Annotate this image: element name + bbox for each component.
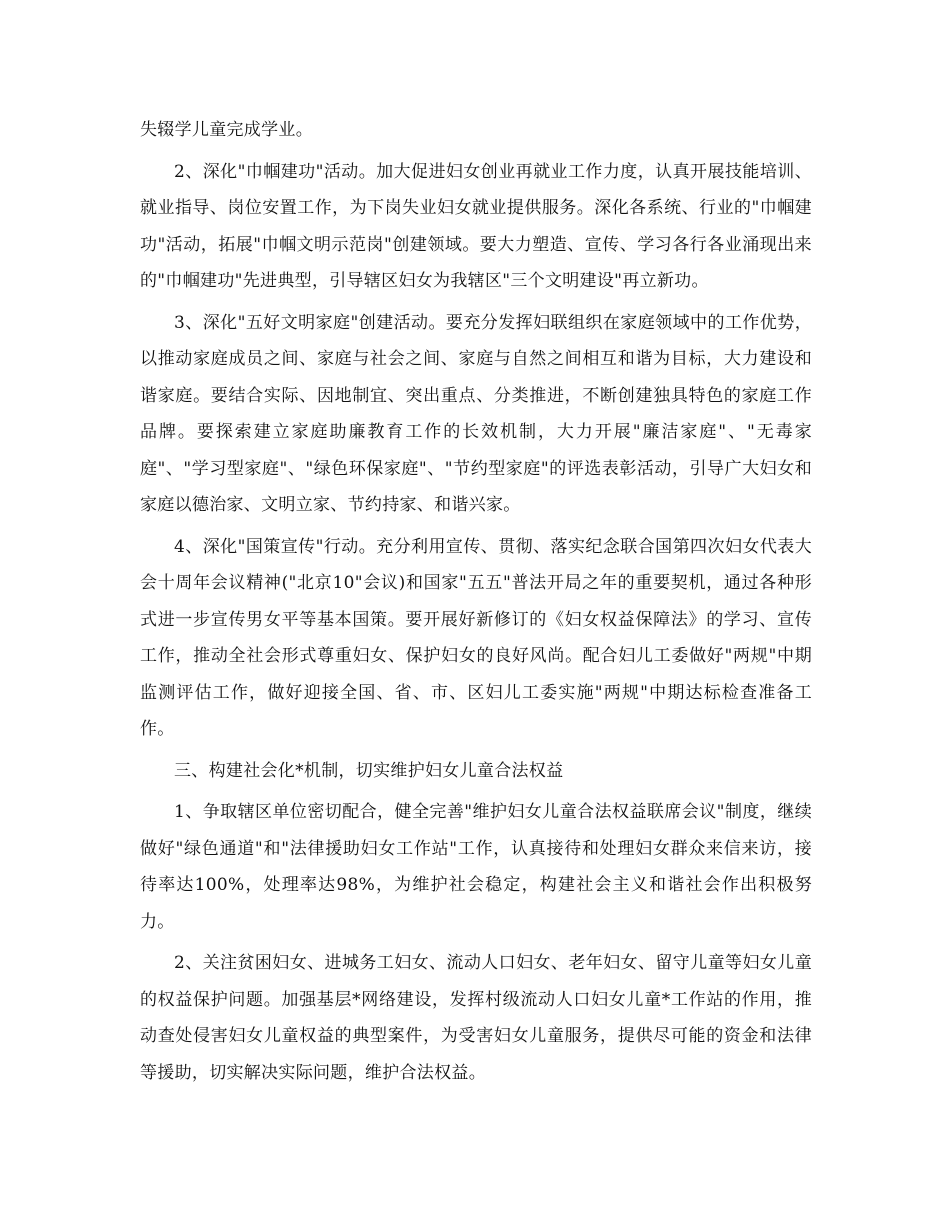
paragraph-item-2-women-achievement: 2、深化"巾帼建功"活动。加大促进妇女创业再就业工作力度，认真开展技能培训、就业指导、岗位安置工作，为下岗失业妇女就业提供服务。深化各系统、行业的"巾帼建功"活动，拓展"巾帼文明示范岗"创建领域。要大力塑造、宣传、学习各行各业涌现出来的"巾帼建功"先进典型，引导辖区妇女为我辖区"三个文明建设"再立新功。 xyxy=(140,161,812,291)
paragraph-item-2-rights-protection: 2、关注贫困妇女、进城务工妇女、流动人口妇女、老年妇女、留守儿童等妇女儿童的权益保护问题。加强基层*网络建设，发挥村级流动人口妇女儿童*工作站的作用，推动查处侵害妇女儿童权益的典型案件，为受害妇女儿童服务，提供尽可能的资金和法律等援助，切实解决实际问题，维护合法权益。 xyxy=(140,953,812,1083)
paragraph-item-4-policy-publicity: 4、深化"国策宣传"行动。充分利用宣传、贯彻、落实纪念联合国第四次妇女代表大会十周年会议精神("北京10"会议)和国家"五五"普法开局之年的重要契机，通过各种形式进一步宣传男女平等基本国策。要开展好新修订的《妇女权益保障法》的学习、宣传工作，推动全社会形式尊重妇女、保护妇女的良好风尚。配合妇儿工委做好"两规"中期监测评估工作，做好迎接全国、省、市、区妇儿工委实施"两规"中期达标检查准备工作。 xyxy=(140,536,812,739)
paragraph-continuation: 失辍学儿童完成学业。 xyxy=(140,120,313,140)
section-heading-three: 三、构建社会化*机制，切实维护妇女儿童合法权益 xyxy=(174,760,564,781)
paragraph-item-1-joint-meeting: 1、争取辖区单位密切配合，健全完善"维护妇女儿童合法权益联席会议"制度，继续做好"绿色通道"和"法律援助妇女工作站"工作，认真接待和处理妇女群众来信来访，接待率达100%，处理率达98%，为维护社会稳定，构建社会主义和谐社会作出积极努力。 xyxy=(140,802,812,932)
paragraph-item-3-model-family: 3、深化"五好文明家庭"创建活动。要充分发挥妇联组织在家庭领域中的工作优势，以推动家庭成员之间、家庭与社会之间、家庭与自然之间相互和谐为目标，大力建设和谐家庭。要结合实际、因地制宜、突出重点、分类推进，不断创建独具特色的家庭工作品牌。要探索建立家庭助廉教育工作的长效机制，大力开展"廉洁家庭"、"无毒家庭"、"学习型家庭"、"绿色环保家庭"、"节约型家庭"的评选表彰活动，引导广大妇女和家庭以德治家、文明立家、节约持家、和谐兴家。 xyxy=(140,312,812,515)
document-body xyxy=(140,112,812,1096)
